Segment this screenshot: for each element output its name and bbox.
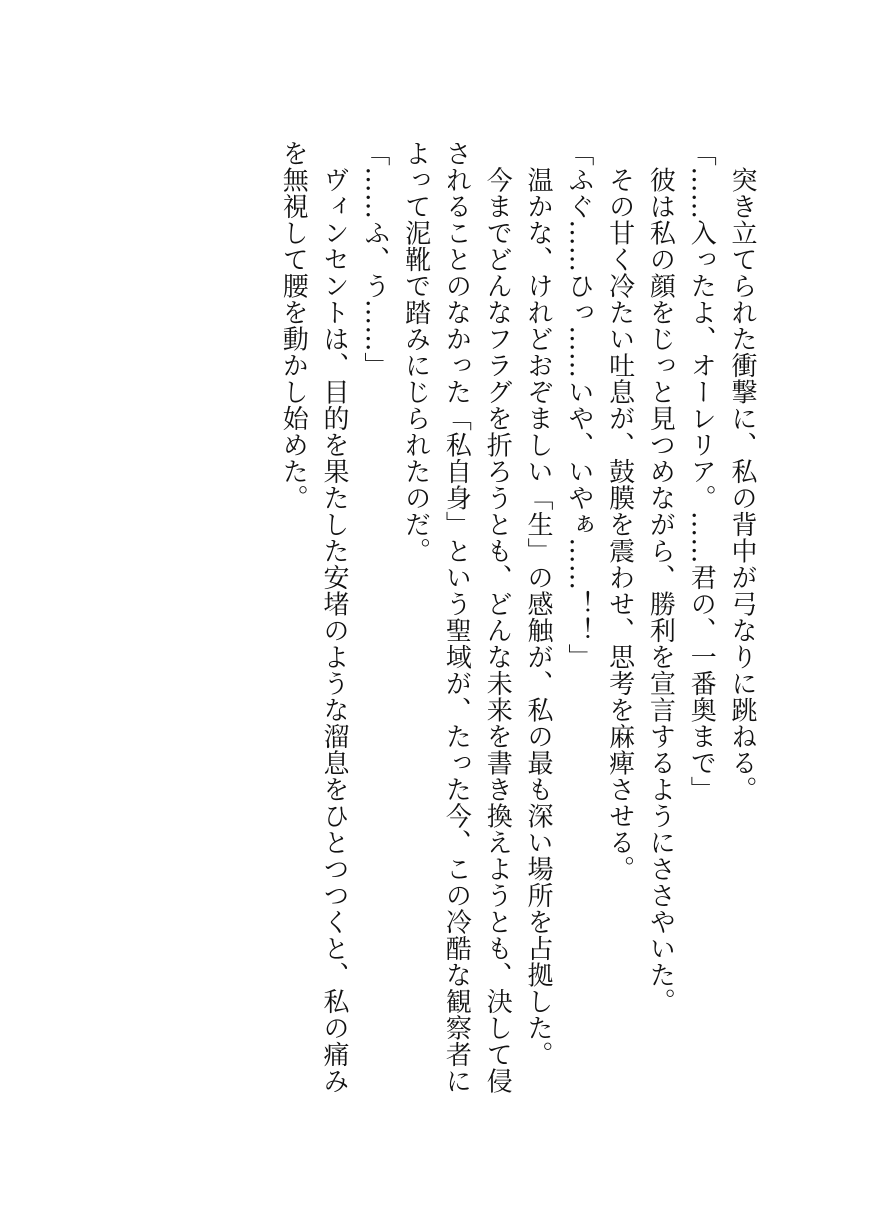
text-line: 今までどんなフラグを折ろうとも、どんな未来を書き換えようとも、決して侵されることのなかった「私自身」という聖域が、たった今、この冷酷な観察者によって泥靴で踏みにじられたのだ。 xyxy=(400,140,513,1094)
text-line: 温かな、けれどおぞましい「生」の感触が、私の最も深い場所を占拠した。 xyxy=(523,140,554,1068)
text-line: その甘く冷たい吐息が、鼓膜を震わせ、思考を麻痺させる。 xyxy=(604,140,635,882)
vertical-text-body xyxy=(272,140,762,1110)
dialogue-line: 「……ふ、う……」 xyxy=(359,140,390,379)
text-line: 突き立てられた衝撃に、私の背中が弓なりに跳ねる。 xyxy=(727,140,757,803)
dialogue-line: 「ふぐ……ひっ……いや、いやぁ……！！」 xyxy=(563,140,594,670)
dialogue-line: 「……入ったよ、オーレリア。……君の、一番奥まで」 xyxy=(686,140,717,803)
text-line: ヴィンセントは、目的を果たした安堵のような溜息をひとつつくと、私の痛みを無視して腰を動かし始めた。 xyxy=(278,140,350,1094)
text-line: 彼は私の顔をじっと見つめながら、勝利を宣言するようにささやいた。 xyxy=(645,140,676,1015)
